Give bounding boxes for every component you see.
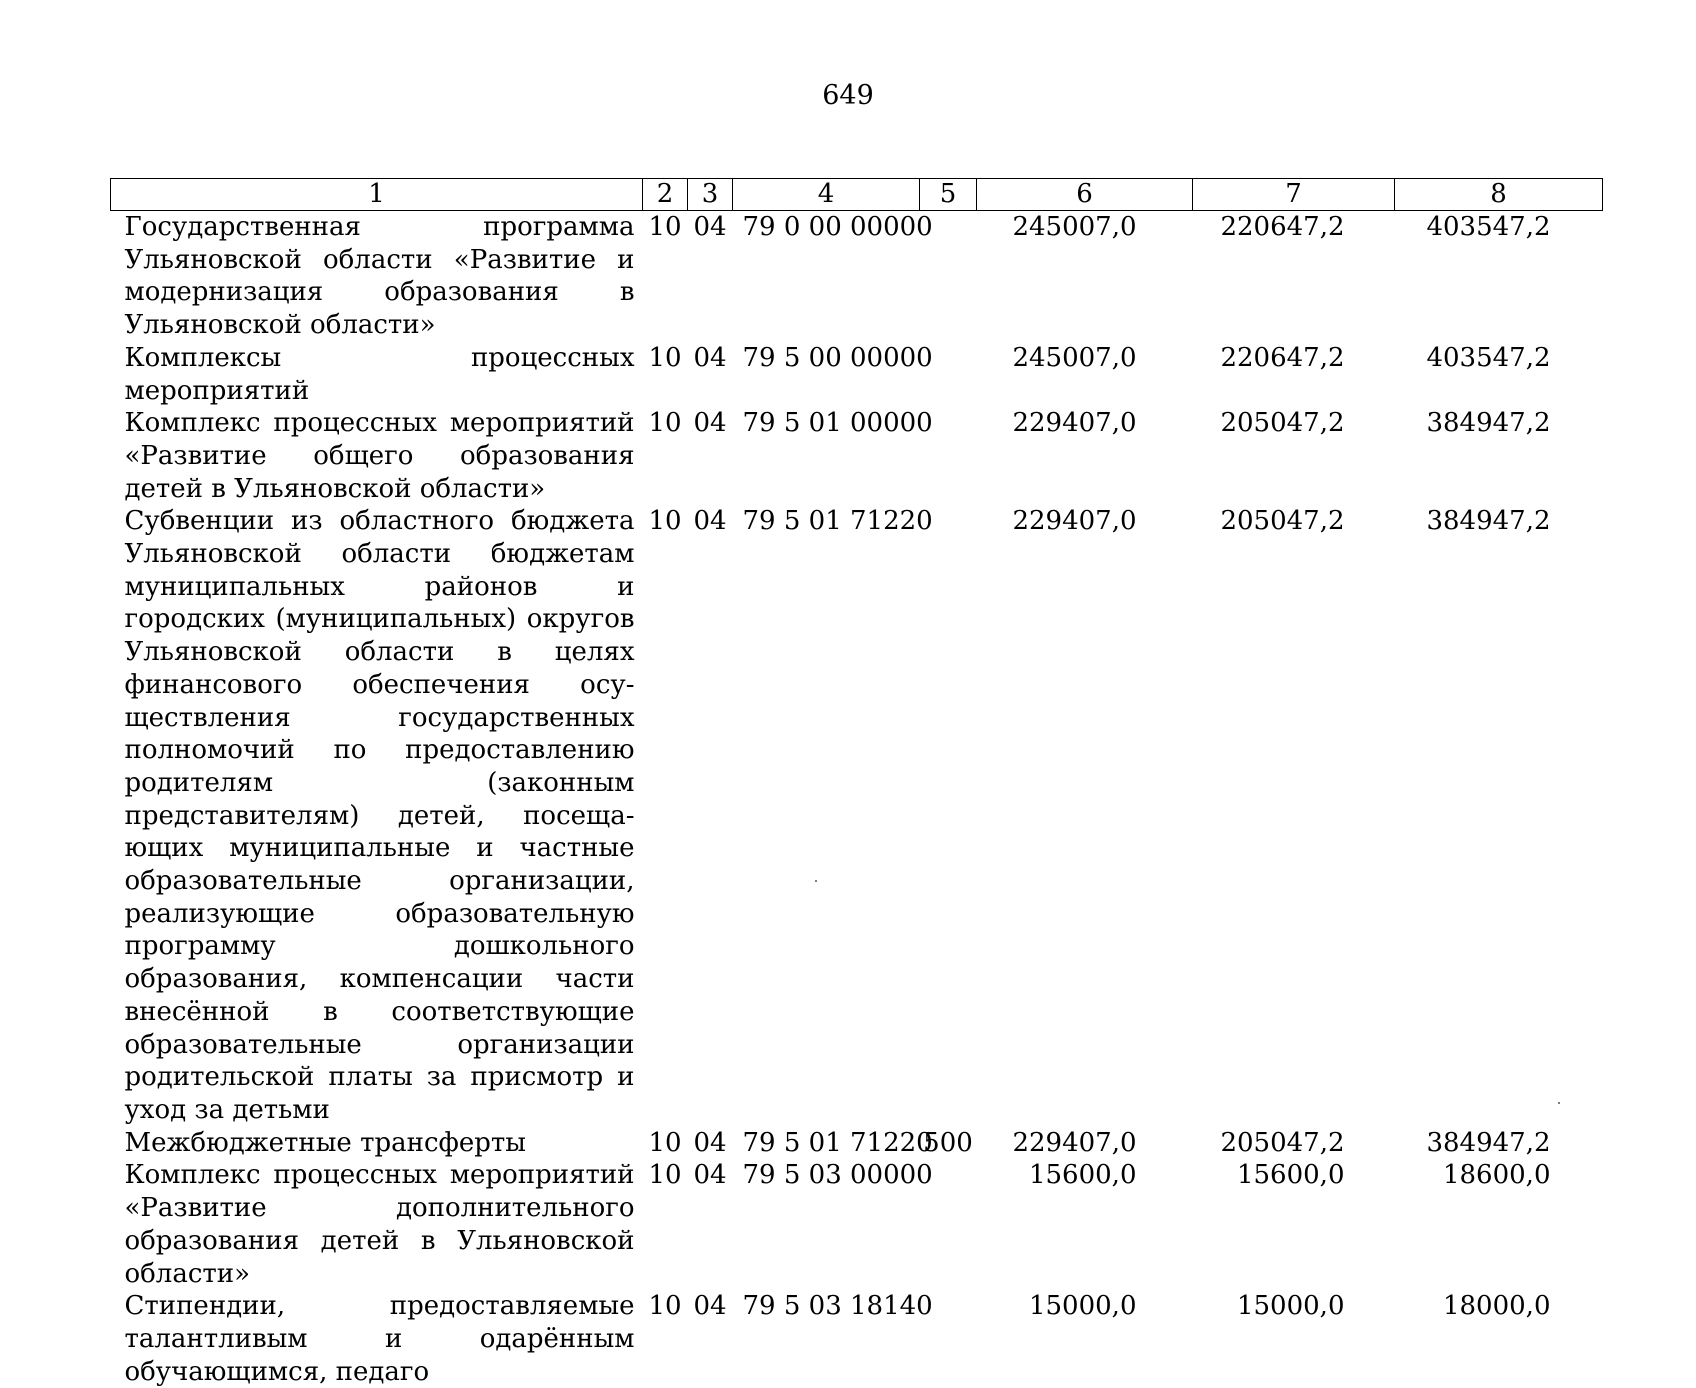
row-name: Субвенции из областного бюджета Ульяновской области бюджетам муниципальных районов и городских (муниципальных) округов Ульяновской области в целях финансового обеспечения осуществления государственных полномочий по предоставлению родителям (законным представителям) детей, посещающих муниципальные и частные образовательные организации, реализующие образовательную программу дошкольного образования, компенсации части внесённой в соответствующие образовательные организации родительской платы за присмотр и уход за детьми: [111, 505, 643, 1126]
row-subsection: 04: [688, 342, 733, 407]
row-target-code: 79 5 01 71220: [733, 1127, 920, 1160]
header-col-6: 6: [977, 179, 1193, 211]
row-amount-6: 229407,0: [977, 505, 1193, 1126]
row-subsection: 04: [688, 1127, 733, 1160]
row-section: 10: [643, 505, 688, 1126]
row-subsection: 04: [688, 1159, 733, 1290]
row-section: 10: [643, 342, 688, 407]
table-row: [111, 1127, 1603, 1160]
row-subsection: 04: [688, 505, 733, 1126]
row-amount-8: 403547,2: [1395, 211, 1603, 342]
row-amount-6: 229407,0: [977, 1127, 1193, 1160]
row-target-code: 79 0 00 00000: [733, 211, 920, 342]
row-amount-7: 205047,2: [1193, 505, 1395, 1126]
header-col-7: 7: [1193, 179, 1395, 211]
header-col-8: 8: [1395, 179, 1603, 211]
row-amount-7: 205047,2: [1193, 1127, 1395, 1160]
row-amount-6: 245007,0: [977, 342, 1193, 407]
scan-speck: [815, 880, 817, 882]
row-name: Комплекс процессных мероприятий «Развитие общего образования детей в Ульяновской области»: [111, 407, 643, 505]
row-amount-8: 18600,0: [1395, 1159, 1603, 1290]
header-col-1: 1: [111, 179, 643, 211]
scan-speck: [1558, 1102, 1560, 1104]
row-amount-6: 15600,0: [977, 1159, 1193, 1290]
row-name: Комплекс процессных мероприятий «Развитие дополнительного образования детей в Ульяновской области»: [111, 1159, 643, 1290]
table-row: [111, 1159, 1603, 1290]
row-section: 10: [643, 1127, 688, 1160]
header-col-2: 2: [643, 179, 688, 211]
table-row: [111, 342, 1603, 407]
table-body: [111, 211, 1603, 1388]
row-name: Государственная программа Ульяновской области «Развитие и модернизация образования в Ульяновской области»: [111, 211, 643, 342]
row-amount-8: 18000,0: [1395, 1290, 1603, 1388]
table-row: [111, 407, 1603, 505]
row-amount-6: 15000,0: [977, 1290, 1193, 1388]
table-row: [111, 505, 1603, 1126]
row-section: 10: [643, 407, 688, 505]
row-expense-type: [920, 505, 977, 1126]
row-amount-8: 384947,2: [1395, 407, 1603, 505]
row-subsection: 04: [688, 211, 733, 342]
row-amount-8: 384947,2: [1395, 1127, 1603, 1160]
table-header: [111, 179, 1603, 211]
row-target-code: 79 5 01 00000: [733, 407, 920, 505]
row-section: 10: [643, 1159, 688, 1290]
row-name: Комплексы процессных мероприятий: [111, 342, 643, 407]
row-amount-7: 205047,2: [1193, 407, 1395, 505]
page-number: 649: [0, 78, 1696, 114]
table-row: [111, 211, 1603, 342]
row-amount-7: 15600,0: [1193, 1159, 1395, 1290]
row-amount-7: 15000,0: [1193, 1290, 1395, 1388]
row-amount-7: 220647,2: [1193, 342, 1395, 407]
row-target-code: 79 5 03 18140: [733, 1290, 920, 1388]
row-subsection: 04: [688, 407, 733, 505]
row-target-code: 79 5 01 71220: [733, 505, 920, 1126]
budget-table: [110, 178, 1603, 1388]
budget-table-container: [110, 178, 1602, 1388]
row-subsection: 04: [688, 1290, 733, 1388]
table-row: [111, 1290, 1603, 1388]
header-col-5: 5: [920, 179, 977, 211]
row-expense-type: 500: [920, 1127, 977, 1160]
row-amount-6: 245007,0: [977, 211, 1193, 342]
header-col-4: 4: [733, 179, 920, 211]
row-target-code: 79 5 03 00000: [733, 1159, 920, 1290]
row-section: 10: [643, 211, 688, 342]
header-row: [111, 179, 1603, 211]
row-amount-8: 403547,2: [1395, 342, 1603, 407]
row-amount-6: 229407,0: [977, 407, 1193, 505]
row-name: Стипендии, предоставляемые талантливым и одарённым обучающимся, педаго: [111, 1290, 643, 1388]
header-col-3: 3: [688, 179, 733, 211]
row-target-code: 79 5 00 00000: [733, 342, 920, 407]
row-name: Межбюджетные трансферты: [111, 1127, 643, 1160]
row-amount-8: 384947,2: [1395, 505, 1603, 1126]
row-section: 10: [643, 1290, 688, 1388]
row-amount-7: 220647,2: [1193, 211, 1395, 342]
